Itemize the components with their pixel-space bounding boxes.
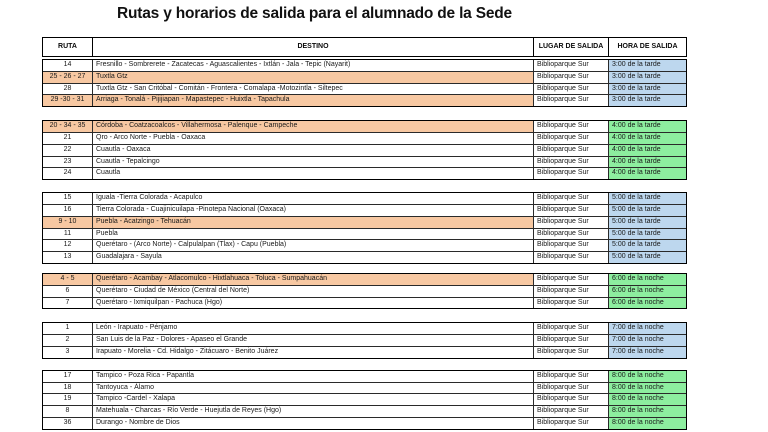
- lugar-cell: Biblioparque Sur: [534, 72, 609, 83]
- destino-cell: Puebla - Acatzingo - Tehuacán: [93, 217, 534, 228]
- routes-schedule-table: [42, 37, 687, 430]
- destino-cell: Fresnillo - Sombrerete - Zacatecas - Aguascalientes - Ixtlán - Jala - Tepic (Nayarit): [93, 60, 534, 71]
- ruta-cell: 3: [43, 347, 93, 358]
- table-row: [43, 240, 686, 252]
- ruta-cell: 20 - 34 - 35: [43, 121, 93, 132]
- schedule-block-2: [42, 120, 687, 180]
- destino-cell: Tantoyuca - Álamo: [93, 383, 534, 394]
- lugar-cell: Biblioparque Sur: [534, 298, 609, 309]
- hora-cell: 5:00 de la tarde: [609, 205, 686, 216]
- hora-cell: 8:00 de la noche: [609, 394, 686, 405]
- lugar-cell: Biblioparque Sur: [534, 205, 609, 216]
- column-header-lugar-de-salida: LUGAR DE SALIDA: [534, 38, 609, 56]
- schedule-block-3: [42, 192, 687, 264]
- lugar-cell: Biblioparque Sur: [534, 406, 609, 417]
- table-row: [43, 217, 686, 229]
- lugar-cell: Biblioparque Sur: [534, 274, 609, 285]
- table-row: [43, 394, 686, 406]
- table-row: [43, 418, 686, 429]
- ruta-cell: 21: [43, 133, 93, 144]
- ruta-cell: 19: [43, 394, 93, 405]
- destino-cell: Tampico - Poza Rica - Papantla: [93, 371, 534, 382]
- schedule-block-5: [42, 322, 687, 358]
- hora-cell: 7:00 de la noche: [609, 335, 686, 346]
- destino-cell: Arriaga - Tonalá - Pijijiapan - Mapastepec - Huixtla - Tapachula: [93, 95, 534, 106]
- table-row: [43, 252, 686, 263]
- hora-cell: 3:00 de la tarde: [609, 72, 686, 83]
- hora-cell: 5:00 de la tarde: [609, 229, 686, 240]
- destino-cell: Córdoba - Coatzacoalcos - Villahermosa - Palenque - Campeche: [93, 121, 534, 132]
- destino-cell: Puebla: [93, 229, 534, 240]
- schedule-blocks: [42, 59, 687, 430]
- lugar-cell: Biblioparque Sur: [534, 145, 609, 156]
- ruta-cell: 6: [43, 286, 93, 297]
- ruta-cell: 11: [43, 229, 93, 240]
- lugar-cell: Biblioparque Sur: [534, 394, 609, 405]
- table-row: [43, 72, 686, 84]
- hora-cell: 3:00 de la tarde: [609, 95, 686, 106]
- column-header-destino: DESTINO: [93, 38, 534, 56]
- destino-cell: Querétaro - Acambay - Atlacomulco - Hixtlahuaca - Toluca - Sumpahuacán: [93, 274, 534, 285]
- hora-cell: 5:00 de la tarde: [609, 252, 686, 263]
- hora-cell: 6:00 de la noche: [609, 286, 686, 297]
- table-row: [43, 205, 686, 217]
- lugar-cell: Biblioparque Sur: [534, 347, 609, 358]
- hora-cell: 6:00 de la noche: [609, 274, 686, 285]
- hora-cell: 4:00 de la tarde: [609, 145, 686, 156]
- destino-cell: Cuautla: [93, 168, 534, 179]
- ruta-cell: 8: [43, 406, 93, 417]
- ruta-cell: 4 - 5: [43, 274, 93, 285]
- table-row: [43, 406, 686, 418]
- ruta-cell: 12: [43, 240, 93, 251]
- lugar-cell: Biblioparque Sur: [534, 217, 609, 228]
- lugar-cell: Biblioparque Sur: [534, 383, 609, 394]
- hora-cell: 5:00 de la tarde: [609, 217, 686, 228]
- destino-cell: Matehuala - Charcas - Río Verde - Huejutla de Reyes (Hgo): [93, 406, 534, 417]
- hora-cell: 5:00 de la tarde: [609, 240, 686, 251]
- lugar-cell: Biblioparque Sur: [534, 418, 609, 429]
- ruta-cell: 2: [43, 335, 93, 346]
- lugar-cell: Biblioparque Sur: [534, 286, 609, 297]
- lugar-cell: Biblioparque Sur: [534, 252, 609, 263]
- destino-cell: Tuxtla Gtz: [93, 72, 534, 83]
- hora-cell: 8:00 de la noche: [609, 371, 686, 382]
- table-row: [43, 95, 686, 106]
- lugar-cell: Biblioparque Sur: [534, 133, 609, 144]
- hora-cell: 7:00 de la noche: [609, 323, 686, 334]
- table-row: [43, 121, 686, 133]
- hora-cell: 6:00 de la noche: [609, 298, 686, 309]
- lugar-cell: Biblioparque Sur: [534, 157, 609, 168]
- ruta-cell: 1: [43, 323, 93, 334]
- ruta-cell: 24: [43, 168, 93, 179]
- hora-cell: 4:00 de la tarde: [609, 157, 686, 168]
- table-row: [43, 323, 686, 335]
- table-row: [43, 298, 686, 309]
- destino-cell: Querétaro - (Arco Norte) - Calpulalpan (Tlax) - Capu (Puebla): [93, 240, 534, 251]
- schedule-block-6: [42, 370, 687, 430]
- hora-cell: 4:00 de la tarde: [609, 121, 686, 132]
- table-row: [43, 371, 686, 383]
- destino-cell: Qro - Arco Norte - Puebla - Oaxaca: [93, 133, 534, 144]
- hora-cell: 8:00 de la noche: [609, 383, 686, 394]
- lugar-cell: Biblioparque Sur: [534, 229, 609, 240]
- ruta-cell: 15: [43, 193, 93, 204]
- ruta-cell: 23: [43, 157, 93, 168]
- hora-cell: 5:00 de la tarde: [609, 193, 686, 204]
- lugar-cell: Biblioparque Sur: [534, 335, 609, 346]
- destino-cell: Guadalajara - Sayula: [93, 252, 534, 263]
- ruta-cell: 16: [43, 205, 93, 216]
- lugar-cell: Biblioparque Sur: [534, 323, 609, 334]
- table-row: [43, 335, 686, 347]
- destino-cell: Cuautla - Tepalcingo: [93, 157, 534, 168]
- lugar-cell: Biblioparque Sur: [534, 84, 609, 95]
- ruta-cell: 9 - 10: [43, 217, 93, 228]
- hora-cell: 8:00 de la noche: [609, 418, 686, 429]
- ruta-cell: 17: [43, 371, 93, 382]
- table-row: [43, 229, 686, 241]
- destino-cell: Tampico -Cardel - Xalapa: [93, 394, 534, 405]
- lugar-cell: Biblioparque Sur: [534, 240, 609, 251]
- lugar-cell: Biblioparque Sur: [534, 371, 609, 382]
- ruta-cell: 36: [43, 418, 93, 429]
- table-row: [43, 168, 686, 179]
- lugar-cell: Biblioparque Sur: [534, 121, 609, 132]
- hora-cell: 4:00 de la tarde: [609, 133, 686, 144]
- ruta-cell: 29 -30 - 31: [43, 95, 93, 106]
- ruta-cell: 18: [43, 383, 93, 394]
- table-row: [43, 84, 686, 96]
- destino-cell: San Luis de la Paz - Dolores - Apaseo el Grande: [93, 335, 534, 346]
- ruta-cell: 7: [43, 298, 93, 309]
- table-row: [43, 286, 686, 298]
- hora-cell: 3:00 de la tarde: [609, 60, 686, 71]
- destino-cell: León - Irapuato - Pénjamo: [93, 323, 534, 334]
- table-row: [43, 274, 686, 286]
- ruta-cell: 25 - 26 - 27: [43, 72, 93, 83]
- schedule-block-4: [42, 273, 687, 309]
- ruta-cell: 13: [43, 252, 93, 263]
- lugar-cell: Biblioparque Sur: [534, 168, 609, 179]
- destino-cell: Querétaro - Ciudad de México (Central del Norte): [93, 286, 534, 297]
- destino-cell: Tuxtla Gtz - San Critóbal - Comitán - Frontera - Comalapa -Motozintla - Siltepec: [93, 84, 534, 95]
- table-row: [43, 145, 686, 157]
- table-row: [43, 60, 686, 72]
- table-row: [43, 133, 686, 145]
- ruta-cell: 14: [43, 60, 93, 71]
- column-header-ruta: RUTA: [43, 38, 93, 56]
- hora-cell: 7:00 de la noche: [609, 347, 686, 358]
- ruta-cell: 22: [43, 145, 93, 156]
- destino-cell: Durango - Nombre de Dios: [93, 418, 534, 429]
- lugar-cell: Biblioparque Sur: [534, 95, 609, 106]
- lugar-cell: Biblioparque Sur: [534, 193, 609, 204]
- hora-cell: 3:00 de la tarde: [609, 84, 686, 95]
- lugar-cell: Biblioparque Sur: [534, 60, 609, 71]
- destino-cell: Iguala -Tierra Colorada - Acapulco: [93, 193, 534, 204]
- destino-cell: Querétaro - Ixmiquilpan - Pachuca (Hgo): [93, 298, 534, 309]
- table-header-row: [42, 37, 687, 57]
- destino-cell: Cuautla - Oaxaca: [93, 145, 534, 156]
- page-title: Rutas y horarios de salida para el alumnado de la Sede: [117, 5, 512, 22]
- table-row: [43, 193, 686, 205]
- destino-cell: Tierra Colorada - Cuajinicuilapa -Pinotepa Nacional (Oaxaca): [93, 205, 534, 216]
- table-row: [43, 157, 686, 169]
- table-row: [43, 347, 686, 358]
- ruta-cell: 28: [43, 84, 93, 95]
- table-row: [43, 383, 686, 395]
- hora-cell: 4:00 de la tarde: [609, 168, 686, 179]
- destino-cell: Irapuato - Morelia - Cd. Hidalgo - Zitácuaro - Benito Juárez: [93, 347, 534, 358]
- hora-cell: 8:00 de la noche: [609, 406, 686, 417]
- column-header-hora-de-salida: HORA DE SALIDA: [609, 38, 686, 56]
- schedule-block-1: [42, 59, 687, 107]
